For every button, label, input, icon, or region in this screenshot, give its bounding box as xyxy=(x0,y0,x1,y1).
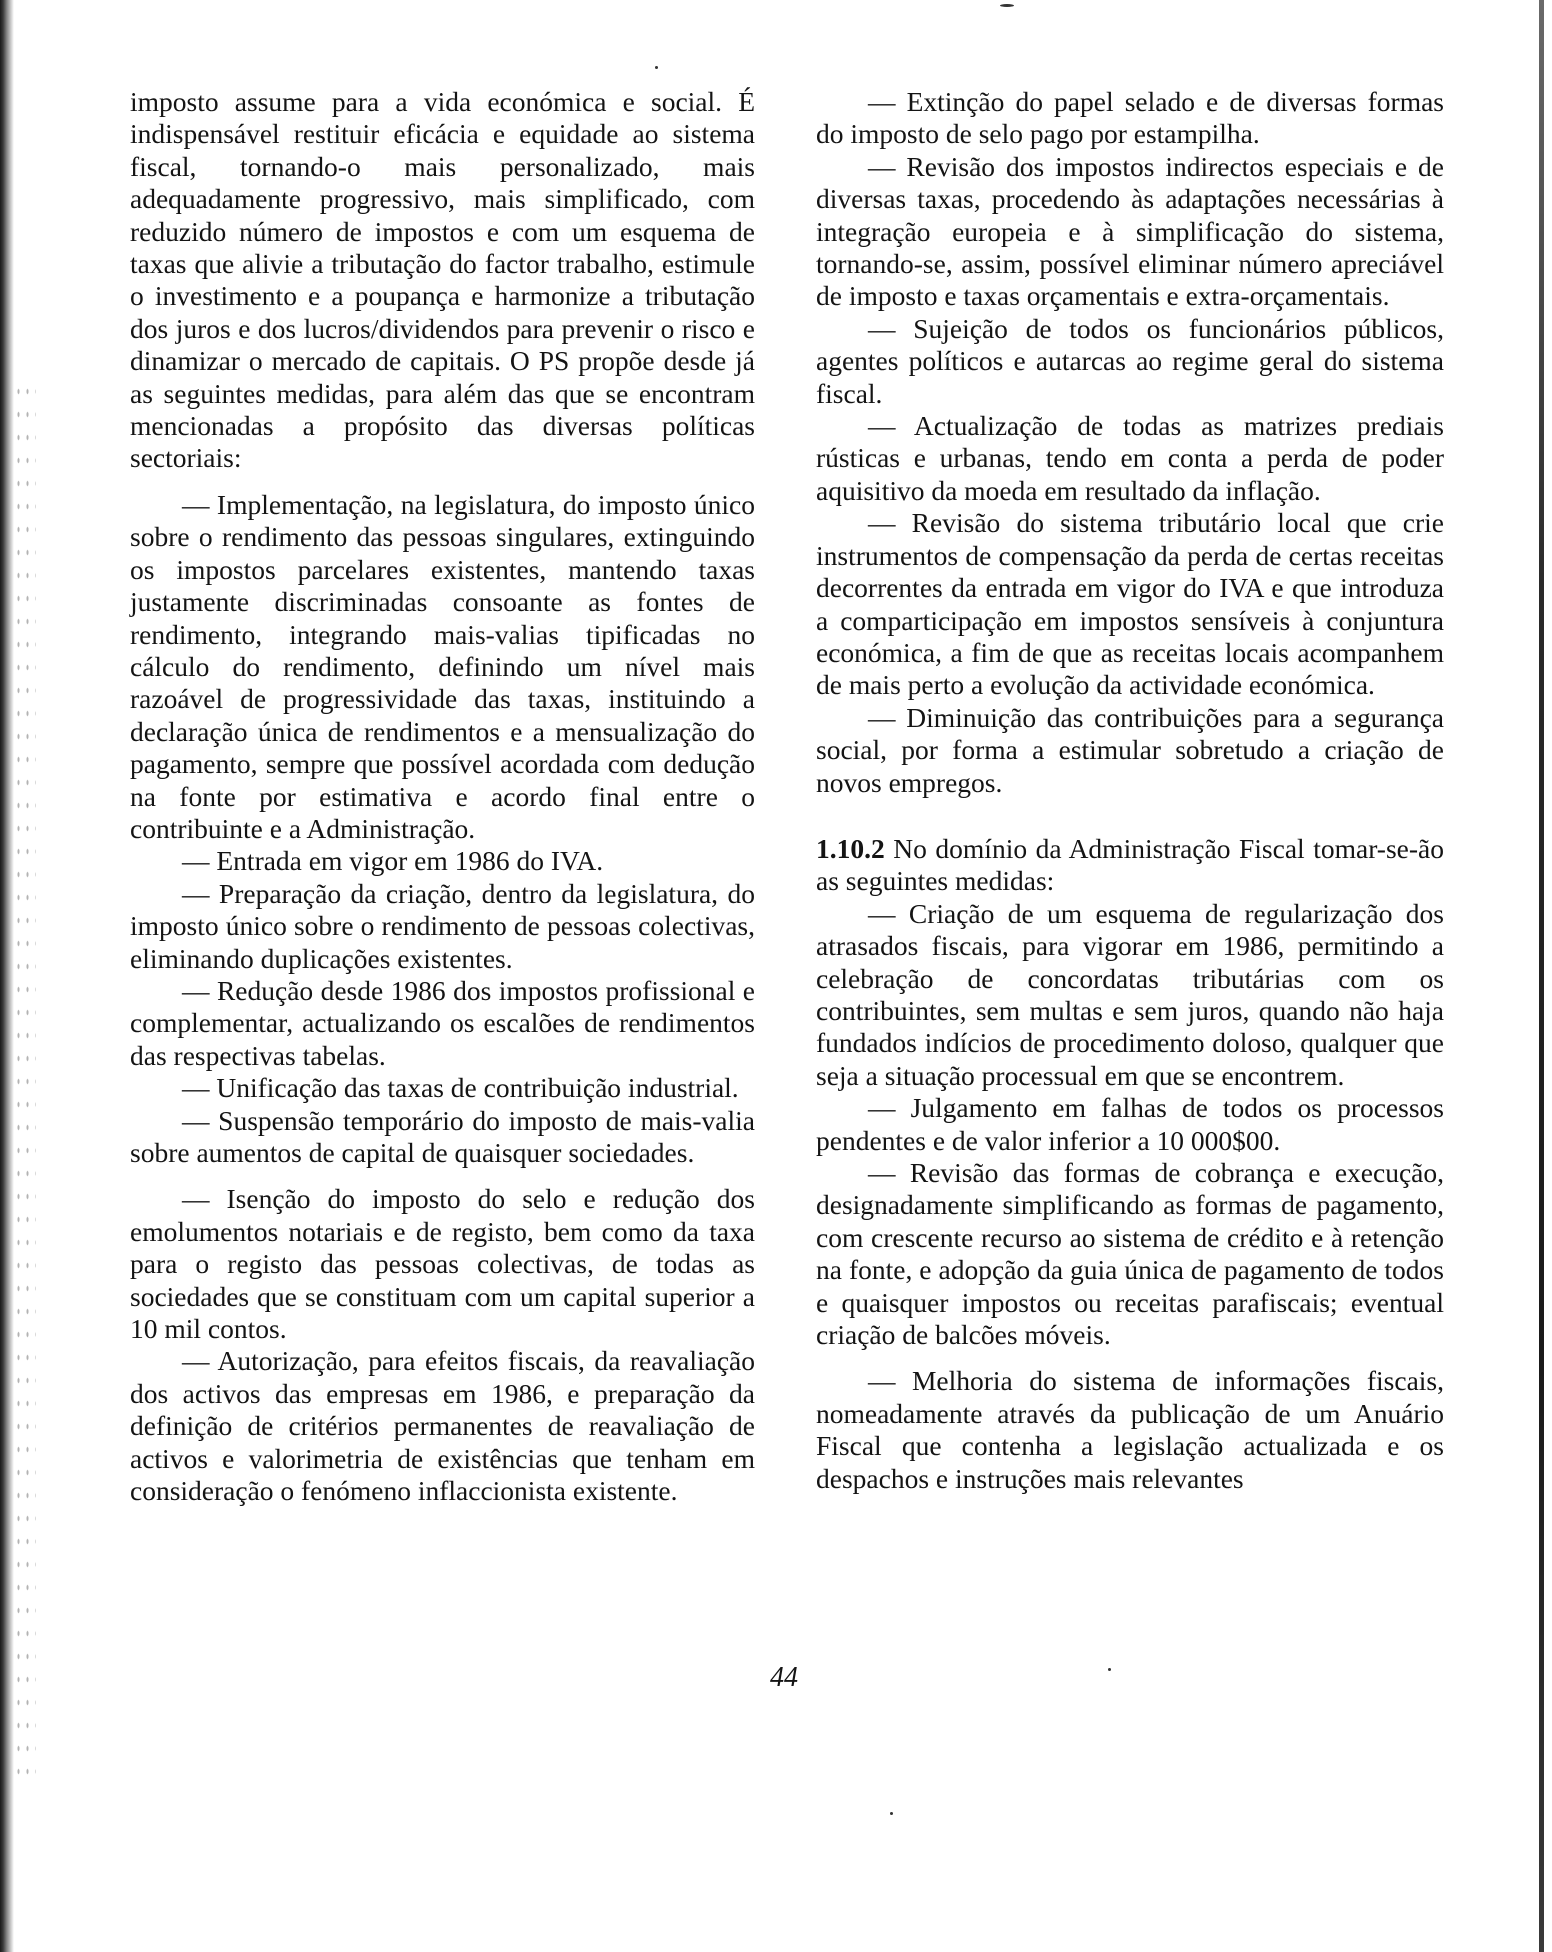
list-item: — Entrada em vigor em 1986 do IVA. xyxy=(182,845,604,877)
list-item: — Revisão do sistema tributário local que crie instrumentos de compensação da perda de certas receitas decorrentes da entrada em vigor do IVA e que introduza a comparticipação em impostos sensíveis à conjuntura económica, a fim de que as receitas locais acompanhem de mais perto a evolução da actividade económica. xyxy=(816,507,1444,701)
list-item: — Unificação das taxas de contribuição industrial. xyxy=(182,1072,739,1104)
section-number: 1.10.2 xyxy=(816,832,885,864)
scan-speck xyxy=(1108,1668,1111,1671)
scan-right-edge xyxy=(1539,0,1544,1952)
right-column xyxy=(816,86,1444,1495)
list-item: — Melhoria do sistema de informações fiscais, nomeadamente através da publicação de um Anuário Fiscal que contenha a legislação actualizada e os despachos e instruções mais relevantes xyxy=(816,1365,1444,1494)
list-item: — Diminuição das contribuições para a segurança social, por forma a estimular sobretudo a criação de novos empregos. xyxy=(816,701,1444,798)
list-item: — Preparação da criação, dentro da legislatura, do imposto único sobre o rendimento de pessoas colectivas, eliminando duplicações existentes. xyxy=(130,877,755,974)
list-item: — Actualização de todas as matrizes prediais rústicas e urbanas, tendo em conta a perda de poder aquisitivo da moeda em resultado da inflação. xyxy=(816,410,1444,506)
list-item: — Sujeição de todos os funcionários públicos, agentes políticos e autarcas ao regime geral do sistema fiscal. xyxy=(816,312,1444,409)
list-item: — Suspensão temporário do imposto de mais-valia sobre aumentos de capital de quaisquer sociedades. xyxy=(130,1104,755,1168)
scan-left-edge-noise xyxy=(14,380,36,1780)
left-column xyxy=(130,86,755,1507)
list-item: — Isenção do imposto do selo e redução dos emolumentos notariais e de registo, bem como da taxa para o registo das pessoas colectivas, de todas as sociedades que se constituam com um capital superior a 10 mil contos. xyxy=(130,1183,755,1345)
scan-left-edge xyxy=(0,0,14,1952)
section-heading-paragraph xyxy=(816,833,1444,898)
section-text: No domínio da Administração Fiscal tomar-se-ão as seguintes medidas: xyxy=(816,832,1444,897)
list-item: — Revisão das formas de cobrança e execução, designadamente simplificando as formas de pagamento, com crescente recurso ao sistema de crédito e à retenção na fonte, e adopção da guia única de pagamento de todos e quaisquer impostos ou receitas parafiscais; eventual criação de balcões móveis. xyxy=(816,1157,1444,1351)
list-item: — Extinção do papel selado e de diversas formas do imposto de selo pago por estampilha. xyxy=(816,86,1444,150)
list-item: — Autorização, para efeitos fiscais, da reavaliação dos activos das empresas em 1986, e preparação da definição de critérios permanentes de reavaliação de activos e valorimetria de existências que tenham em consideração o fenómeno inflaccionista existente. xyxy=(130,1345,755,1507)
page-number: 44 xyxy=(770,1662,798,1693)
list-item: — Implementação, na legislatura, do imposto único sobre o rendimento das pessoas singulares, extinguindo os impostos parcelares existentes, mantendo taxas justamente discriminadas consoante as fontes de rendimento, integrando mais-valias tipificadas no cálculo do rendimento, definindo um nível mais razoável de progressividade das taxas, instituindo a declaração única de rendimentos e a mensualização do pagamento, sempre que possível acordada com dedução na fonte por estimativa e acordo final entre o contribuinte e a Administração. xyxy=(130,488,755,844)
scan-speck xyxy=(890,1812,893,1815)
paragraph: imposto assume para a vida económica e social. É indispensável restituir eficácia e equidade ao sistema fiscal, tornando-o mais personalizado, mais adequadamente progressivo, mais simplificado, com reduzido número de impostos e com um esquema de taxas que alivie a tributação do factor trabalho, estimule o investimento e a poupança e harmonize a tributação dos juros e dos lucros/dividendos para prevenir o risco e dinamizar o mercado de capitais. O PS propõe desde já as seguintes medidas, para além das que se encontram mencionadas a propósito das diversas políticas sectoriais: xyxy=(130,86,755,474)
scan-speck xyxy=(655,66,658,69)
list-item: — Redução desde 1986 dos impostos profissional e complementar, actualizando os escalões de rendimentos das respectivas tabelas. xyxy=(130,974,755,1071)
list-item: — Julgamento em falhas de todos os processos pendentes e de valor inferior a 10 000$00. xyxy=(816,1092,1444,1156)
list-item: — Criação de um esquema de regularização dos atrasados fiscais, para vigorar em 1986, permitindo a celebração de concordatas tributárias com os contribuintes, sem multas e sem juros, quando não haja fundados indícios de procedimento doloso, qualquer que seja a situação processual em que se encontrem. xyxy=(816,897,1444,1091)
scan-speck xyxy=(1000,4,1014,7)
list-item: — Revisão dos impostos indirectos especiais e de diversas taxas, procedendo às adaptações necessárias à integração europeia e à simplificação do sistema, tornando-se, assim, possível eliminar número apreciável de imposto e taxas orçamentais e extra-orçamentais. xyxy=(816,150,1444,312)
